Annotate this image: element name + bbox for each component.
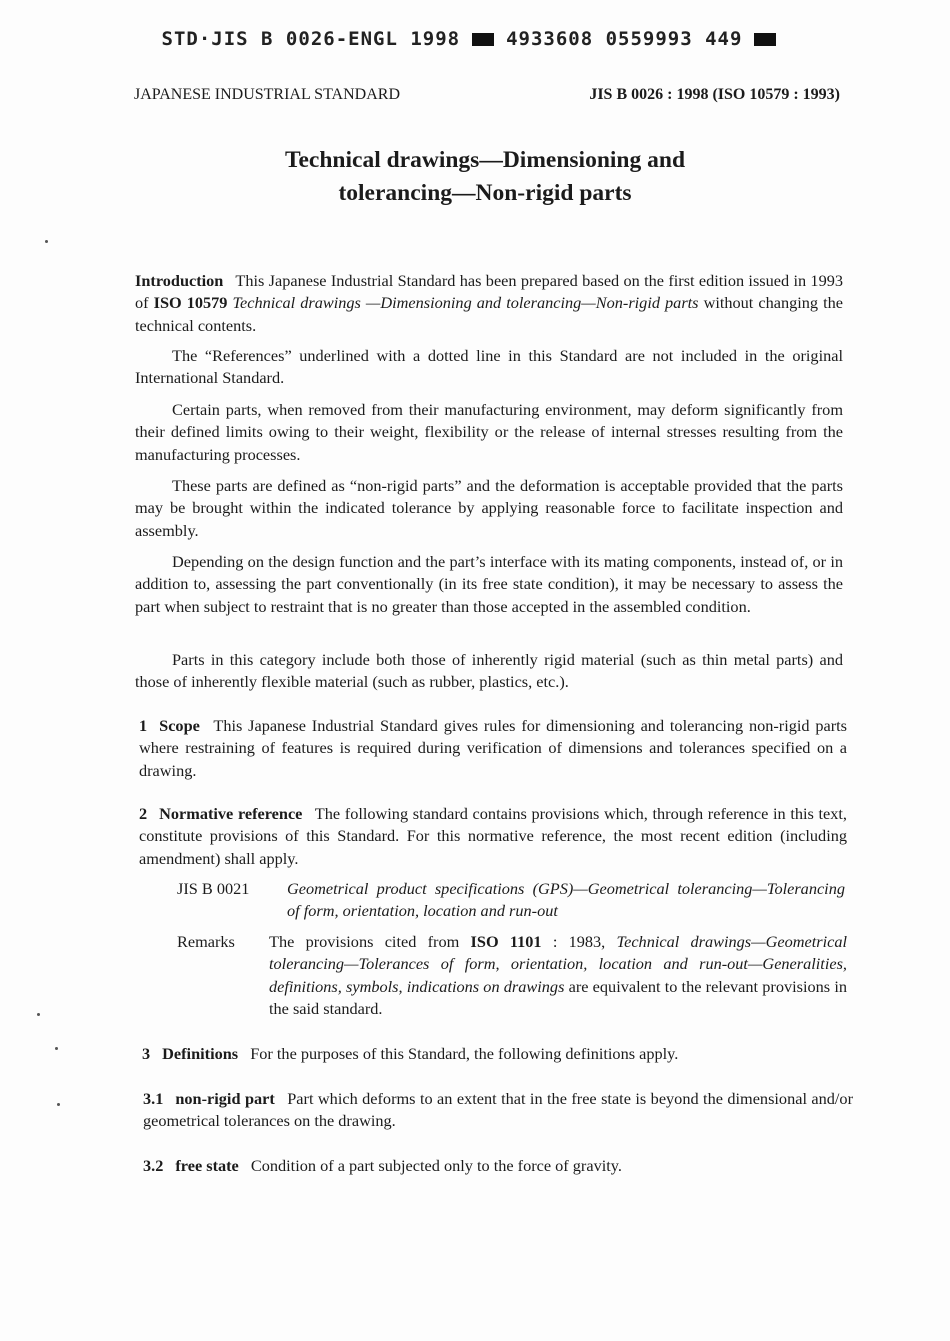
normative-text: The following standard contains provisions which, through reference in this text, constitute provisions of this Standard. For this normative reference, the most recent edition (including amendment) shall apply.: [139, 804, 847, 868]
intro-text-pre: This Japanese Industrial Standard has been prepared based on the first edition issued in 1993 of: [135, 271, 843, 313]
intro-paragraph-5: Depending on the design function and the part’s interface with its mating components, instead of, or in addition to, assessing the part conventionally (in its free state condition), it may be necessary to assess the part when subject to restraint that is no greater than those accepted in the assembled condition.: [135, 552, 843, 616]
scope-number: 1: [139, 716, 148, 735]
section-normative-reference: [139, 803, 847, 870]
def32-number: 3.2: [143, 1156, 164, 1175]
scope-text: This Japanese Industrial Standard gives rules for dimensioning and tolerancing non-rigid parts where restraining of features is required during verification of dimensions and tolerances specified on a drawing.: [139, 716, 847, 780]
standard-number: JIS B 0026 : 1998 (ISO 10579 : 1993): [589, 86, 840, 103]
remarks-iso-year: : 1983,: [552, 932, 606, 951]
page-title: [0, 144, 950, 210]
definitions-number: 3: [142, 1044, 151, 1063]
def32-term: free state: [175, 1156, 239, 1175]
def31-text: Part which deforms to an extent that in the free state is beyond the dimensional and/or geometrical tolerances on the drawing.: [143, 1089, 853, 1131]
intro-text-post: without changing the technical contents.: [135, 293, 843, 335]
def31-term: non-rigid part: [175, 1089, 275, 1108]
remarks-text: [269, 931, 847, 1020]
definition-3-2: [143, 1155, 853, 1177]
intro-paragraph-6: Parts in this category include both those of inherently rigid material (such as thin metal parts) and those of inherently flexible material (such as rubber, plastics, etc.).: [135, 650, 843, 692]
remarks-entry: [177, 931, 847, 1020]
reference-entry: [177, 878, 845, 923]
reference-code: JIS B 0021: [177, 879, 250, 898]
document-code-line: [0, 28, 950, 50]
remarks-iso-title: Technical drawings—Geometrical tolerancing—Tolerances of form, orientation, location and run-out—Generalities, definitions, symbols, indications on drawings: [269, 932, 848, 996]
barcode-mark-1: [472, 33, 494, 46]
def32-text: Condition of a part subjected only to the force of gravity.: [250, 1156, 622, 1175]
scan-speck: [37, 1013, 40, 1016]
normative-number: 2: [139, 804, 148, 823]
remarks-label: Remarks: [177, 932, 235, 951]
intro-paragraph-3: Certain parts, when removed from their manufacturing environment, may deform significantly from their defined limits owing to their weight, flexibility or the release of internal stresses resulting from the manufacturing processes.: [135, 400, 843, 464]
remarks-text-post: are equivalent to the relevant provisions in the said standard.: [269, 976, 847, 1018]
section-definitions: [142, 1043, 850, 1065]
definitions-heading: Definitions: [162, 1044, 239, 1063]
definitions-text: For the purposes of this Standard, the following definitions apply.: [250, 1044, 679, 1063]
normative-heading: Normative reference: [159, 804, 303, 823]
scan-speck: [45, 240, 48, 243]
definition-3-1: [143, 1088, 853, 1133]
scan-speck: [57, 1103, 60, 1106]
remarks-text-pre: The provisions cited from: [269, 932, 460, 951]
intro-iso-title: Technical drawings —Dimensioning and tolerancing—Non-rigid parts: [232, 293, 699, 313]
intro-paragraph-4: These parts are defined as “non-rigid parts” and the deformation is acceptable provided that the parts may be brought within the indicated tolerance by applying reasonable force to facilitate inspection and assembly.: [135, 476, 843, 540]
standard-type: JAPANESE INDUSTRIAL STANDARD: [134, 86, 400, 103]
title-line-2: tolerancing—Non-rigid parts: [338, 180, 632, 206]
reference-title: Geometrical product specifications (GPS)—Geometrical tolerancing—Tolerancing of form, orientation, location and run-out: [287, 879, 845, 921]
def31-number: 3.1: [143, 1089, 164, 1108]
intro-paragraph-1: [135, 270, 843, 337]
scope-heading: Scope: [159, 716, 200, 735]
scan-speck: [55, 1047, 58, 1050]
title-line-1: Technical drawings—Dimensioning and: [284, 147, 686, 173]
intro-label: Introduction: [135, 271, 224, 290]
section-scope: [139, 715, 847, 782]
document-code: STD·JIS B 0026-ENGL 1998: [161, 28, 461, 50]
barcode-mark-2: [754, 33, 776, 46]
intro-paragraph-2: The “References” underlined with a dotted line in this Standard are not included in the original International Standard.: [135, 346, 843, 388]
document-serial: 4933608 0559993 449: [506, 28, 743, 50]
intro-iso-ref: ISO 10579: [153, 293, 228, 313]
remarks-iso-ref: ISO 1101: [470, 932, 542, 951]
